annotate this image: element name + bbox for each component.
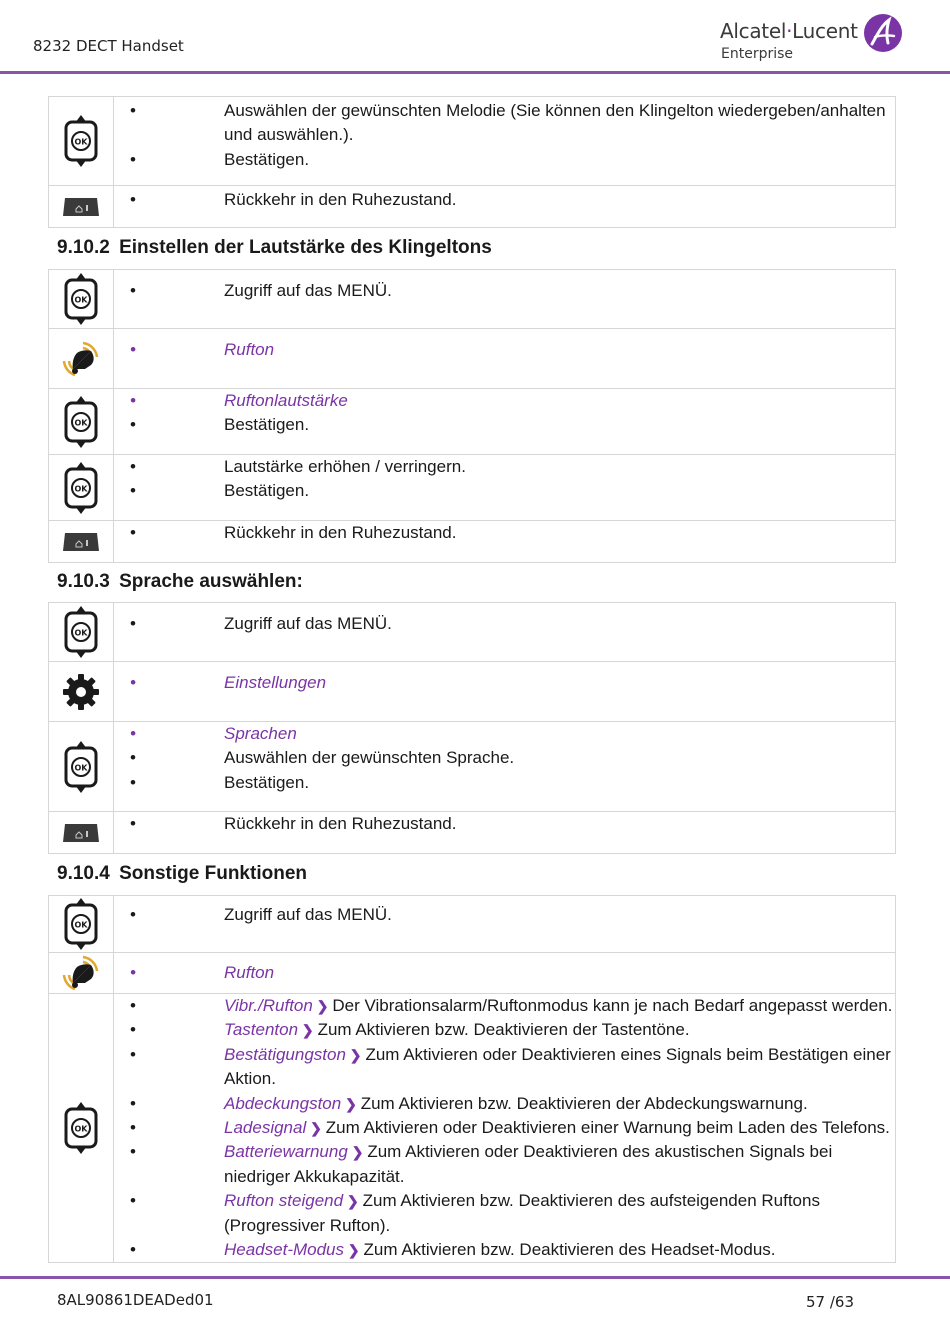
table-row <box>49 994 896 1263</box>
svg-text:OK: OK <box>74 763 88 772</box>
option-item <box>114 1018 895 1042</box>
option-item <box>114 1116 895 1140</box>
section-heading-9-10-4: 9.10.4 Sonstige Funktionen <box>57 863 307 884</box>
ringing-bell-icon <box>49 339 113 379</box>
option-description: Zum Aktivieren bzw. Deaktivieren der Abdeckungswarnung. <box>360 1093 808 1113</box>
alcatel-lucent-logo: Alcatel·Lucent Enterprise <box>720 13 910 65</box>
option-item <box>114 1189 895 1238</box>
table-row <box>49 270 896 329</box>
chevron-right-icon: ❯ <box>345 1046 366 1063</box>
table-row <box>49 722 896 812</box>
chevron-right-icon: ❯ <box>312 998 333 1014</box>
list-item: • Zugriff auf das MENÜ. <box>114 903 895 927</box>
list-item: • Rückkehr in den Ruhezustand. <box>114 188 895 212</box>
ok-nav-key-icon <box>49 394 113 450</box>
chevron-right-icon: ❯ <box>347 1144 368 1161</box>
svg-text:OK: OK <box>74 295 88 305</box>
options-list <box>114 994 895 1262</box>
chevron-right-icon: ❯ <box>344 1242 364 1259</box>
table-row <box>49 812 896 854</box>
option-description: Zum Aktivieren bzw. Deaktivieren des Headset-Modus. <box>363 1240 776 1260</box>
option-description: Zum Aktivieren bzw. Deaktivieren des aufsteigenden Ruftons (Progressiver Rufton). <box>224 1191 820 1235</box>
ok-nav-key-icon <box>49 113 113 169</box>
home-hangup-key-icon <box>49 822 113 844</box>
ok-nav-key-icon <box>49 604 113 660</box>
section-heading-9-10-2: 9.10.2 Einstellen der Lautstärke des Klingeltons <box>57 237 492 258</box>
svg-text:OK: OK <box>74 137 88 147</box>
table-row <box>49 97 896 186</box>
list-item: • Bestätigen. <box>114 148 895 172</box>
ok-nav-key-icon <box>49 896 113 952</box>
table-row <box>49 521 896 563</box>
option-name: Abdeckungston <box>224 1093 342 1113</box>
option-item <box>114 1092 895 1116</box>
option-item <box>114 1043 895 1092</box>
steps-table-other-functions <box>48 895 896 1263</box>
option-item <box>114 1140 895 1189</box>
header-rule <box>0 71 950 74</box>
list-item: • Rückkehr in den Ruhezustand. <box>114 812 895 836</box>
logo-emblem-icon <box>863 13 903 53</box>
icon-cell <box>49 97 114 186</box>
table-row <box>49 455 896 521</box>
table-row <box>49 603 896 662</box>
ok-nav-key-icon <box>49 460 113 516</box>
svg-text:OK: OK <box>74 1124 88 1134</box>
option-item <box>114 1238 895 1262</box>
section-heading-9-10-3: 9.10.3 Sprache auswählen: <box>57 571 303 592</box>
chevron-right-icon: ❯ <box>343 1193 363 1210</box>
svg-text:OK: OK <box>74 628 88 638</box>
page-number: 57 /63 <box>806 1293 854 1311</box>
table-row <box>49 329 896 389</box>
table-row <box>49 896 896 953</box>
option-name: Bestätigungston <box>224 1044 346 1064</box>
menu-item-rufton: • Rufton <box>114 338 895 362</box>
ok-nav-key-icon <box>49 271 113 327</box>
menu-item-rufton: • Rufton <box>114 961 895 985</box>
home-hangup-key-icon <box>49 531 113 553</box>
steps-table-volume <box>48 269 896 563</box>
ok-nav-key-icon <box>49 1100 113 1156</box>
menu-item-einstellungen: • Einstellungen <box>114 671 895 695</box>
chevron-right-icon: ❯ <box>306 1120 326 1137</box>
ringing-bell-icon <box>49 953 113 993</box>
option-description: Zum Aktivieren oder Deaktivieren eines Signals beim Bestätigen einer Aktion. <box>224 1044 891 1089</box>
list-item: • Lautstärke erhöhen / verringern. <box>114 455 895 479</box>
option-description: Zum Aktivieren oder Deaktivieren des akustischen Signals bei niedriger Akkukapazität. <box>224 1142 833 1186</box>
steps-table-language <box>48 602 896 854</box>
list-item: • Bestätigen. <box>114 413 895 437</box>
option-description: Der Vibrationsalarm/Ruftonmodus kann je nach Bedarf angepasst werden. <box>332 996 893 1015</box>
option-name: Headset-Modus <box>224 1240 345 1260</box>
option-name: Rufton steigend <box>224 1191 344 1211</box>
table-row <box>49 186 896 228</box>
option-name: Ladesignal <box>224 1118 307 1138</box>
menu-item-sprachen: • Sprachen <box>114 722 895 746</box>
svg-text:OK: OK <box>74 484 88 493</box>
list-item: • Zugriff auf das MENÜ. <box>114 279 895 303</box>
gear-icon <box>49 672 113 712</box>
home-hangup-key-icon <box>49 196 113 218</box>
svg-text:OK: OK <box>74 920 88 930</box>
list-item: • Bestätigen. <box>114 771 895 795</box>
option-description: Zum Aktivieren bzw. Deaktivieren der Tastentöne. <box>317 1020 690 1040</box>
list-item: • Bestätigen. <box>114 479 895 503</box>
option-item <box>114 994 895 1018</box>
list-item: • Zugriff auf das MENÜ. <box>114 612 895 636</box>
list-item: • Auswählen der gewünschten Melodie (Sie können den Klingelton wiedergeben/anhalten und auswählen.). <box>114 99 895 148</box>
table-row <box>49 662 896 722</box>
option-name: Vibr./Rufton <box>224 996 313 1015</box>
menu-item-ruftonlautstaerke: • Ruftonlautstärke <box>114 389 895 413</box>
chevron-right-icon: ❯ <box>298 1022 318 1039</box>
footer-rule <box>0 1276 950 1279</box>
document-title: 8232 DECT Handset <box>33 37 184 55</box>
option-name: Tastenton <box>224 1020 299 1040</box>
chevron-right-icon: ❯ <box>341 1095 361 1112</box>
svg-text:OK: OK <box>74 418 88 427</box>
table-row <box>49 389 896 455</box>
option-name: Batteriewarnung <box>224 1142 348 1162</box>
document-code: 8AL90861DEADed01 <box>57 1291 214 1309</box>
option-description: Zum Aktivieren oder Deaktivieren einer Warnung beim Laden des Telefons. <box>325 1118 890 1138</box>
list-item: • Auswählen der gewünschten Sprache. <box>114 746 895 770</box>
table-row <box>49 953 896 994</box>
list-item: • Rückkehr in den Ruhezustand. <box>114 521 895 545</box>
ok-nav-key-icon <box>49 739 113 795</box>
steps-table-ringtone-select <box>48 96 896 228</box>
